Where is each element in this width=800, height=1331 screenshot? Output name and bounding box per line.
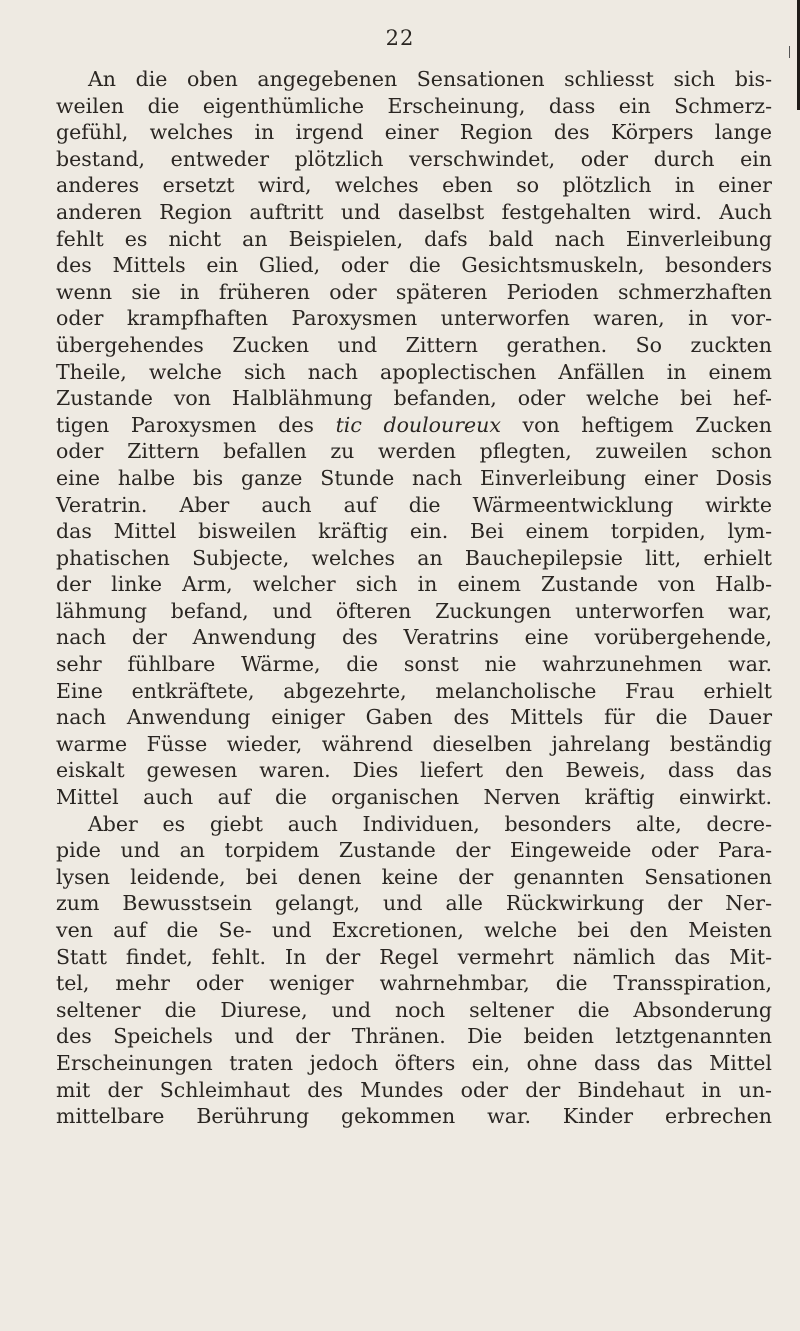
text-line: fehlt es nicht an Beispielen, dafs bald nach Einverleibung <box>56 226 772 251</box>
text-line: tel, mehr oder weniger wahrnehmbar, die Transspiration, <box>56 971 772 996</box>
text-line: An die oben angegebenen Sensationen schliesst sich bis- <box>88 67 772 91</box>
text-line: pide und an torpidem Zustande der Eingeweide oder Para- <box>56 838 772 863</box>
body-text <box>56 66 772 1130</box>
text-line: sehr fühlbare Wärme, die sonst nie wahrzunehmen war. <box>56 652 772 677</box>
text-line: der linke Arm, welcher sich in einem Zustande von Halb- <box>56 572 772 597</box>
text-line: des Speichels und der Thränen. Die beiden letztgenannten <box>56 1024 772 1049</box>
text-line: warme Füsse wieder, während dieselben jahrelang beständig <box>56 731 772 756</box>
text-line: des Mittels ein Glied, oder die Gesichtsmuskeln, besonders <box>56 253 772 278</box>
text-line: wenn sie in früheren oder späteren Perioden schmerzhaften <box>56 279 772 304</box>
text-line: anderen Region auftritt und daselbst festgehalten wird. Auch <box>56 199 772 224</box>
text-line: lähmung befand, und öfteren Zuckungen unterworfen war, <box>56 598 772 623</box>
text-line: eine halbe bis ganze Stunde nach Einverleibung einer Dosis <box>56 465 772 490</box>
text-line: Statt findet, fehlt. In der Regel vermehrt nämlich das Mit- <box>56 944 772 969</box>
text-line: Eine entkräftete, abgezehrte, melancholische Frau erhielt <box>56 678 772 703</box>
text-line: weilen die eigenthümliche Erscheinung, dass ein Schmerz- <box>56 93 772 118</box>
text-line: Zustande von Halblähmung befanden, oder welche bei hef- <box>56 386 772 411</box>
text-line: mit der Schleimhaut des Mundes oder der Bindehaut in un- <box>56 1077 772 1102</box>
text-line: oder Zittern befallen zu werden pflegten, zuweilen schon <box>56 439 772 464</box>
text-line: seltener die Diurese, und noch seltener die Absonderung <box>56 997 772 1022</box>
text-line: Mittel auch auf die organischen Nerven kräftig einwirkt. <box>56 785 772 810</box>
text-line: lysen leidende, bei denen keine der genannten Sensationen <box>56 864 772 889</box>
text-line: nach der Anwendung des Veratrins eine vorübergehende, <box>56 625 772 650</box>
text-line: Erscheinungen traten jedoch öfters ein, ohne dass das Mittel <box>56 1050 772 1075</box>
text-line: oder krampfhaften Paroxysmen unterworfen waren, in vor- <box>56 306 772 331</box>
text-line: übergehendes Zucken und Zittern gerathen. So zuckten <box>56 332 772 357</box>
text-line: zum Bewusstsein gelangt, und alle Rückwirkung der Ner- <box>56 891 772 916</box>
text-line: anderes ersetzt wird, welches eben so plötzlich in einer <box>56 173 772 198</box>
text-line: das Mittel bisweilen kräftig ein. Bei einem torpiden, lym- <box>56 519 772 544</box>
italic-term: tic douloureux <box>335 412 501 437</box>
text-line: Theile, welche sich nach apoplectischen Anfällen in einem <box>56 359 772 384</box>
text-line: bestand, entweder plötzlich verschwindet, oder durch ein <box>56 146 772 171</box>
text-line: phatischen Subjecte, welches an Bauchepilepsie litt, erhielt <box>56 545 772 570</box>
text-line: Aber es giebt auch Individuen, besonders alte, decre- <box>88 811 772 836</box>
text-line: mittelbare Berührung gekommen war. Kinder erbrechen <box>56 1104 772 1129</box>
text-line: Veratrin. Aber auch auf die Wärmeentwicklung wirkte <box>56 492 772 517</box>
text-line: gefühl, welches in irgend einer Region des Körpers lange <box>56 120 772 145</box>
page-number: 22 <box>385 26 415 50</box>
text-line: nach Anwendung einiger Gaben des Mittels für die Dauer <box>56 705 772 730</box>
text-line: tigen Paroxysmen des tic douloureux von heftigem Zucken <box>56 412 772 437</box>
text-line: eiskalt gewesen waren. Dies liefert den Beweis, dass das <box>56 758 772 783</box>
text-line: ven auf die Se- und Excretionen, welche bei den Meisten <box>56 918 772 942</box>
